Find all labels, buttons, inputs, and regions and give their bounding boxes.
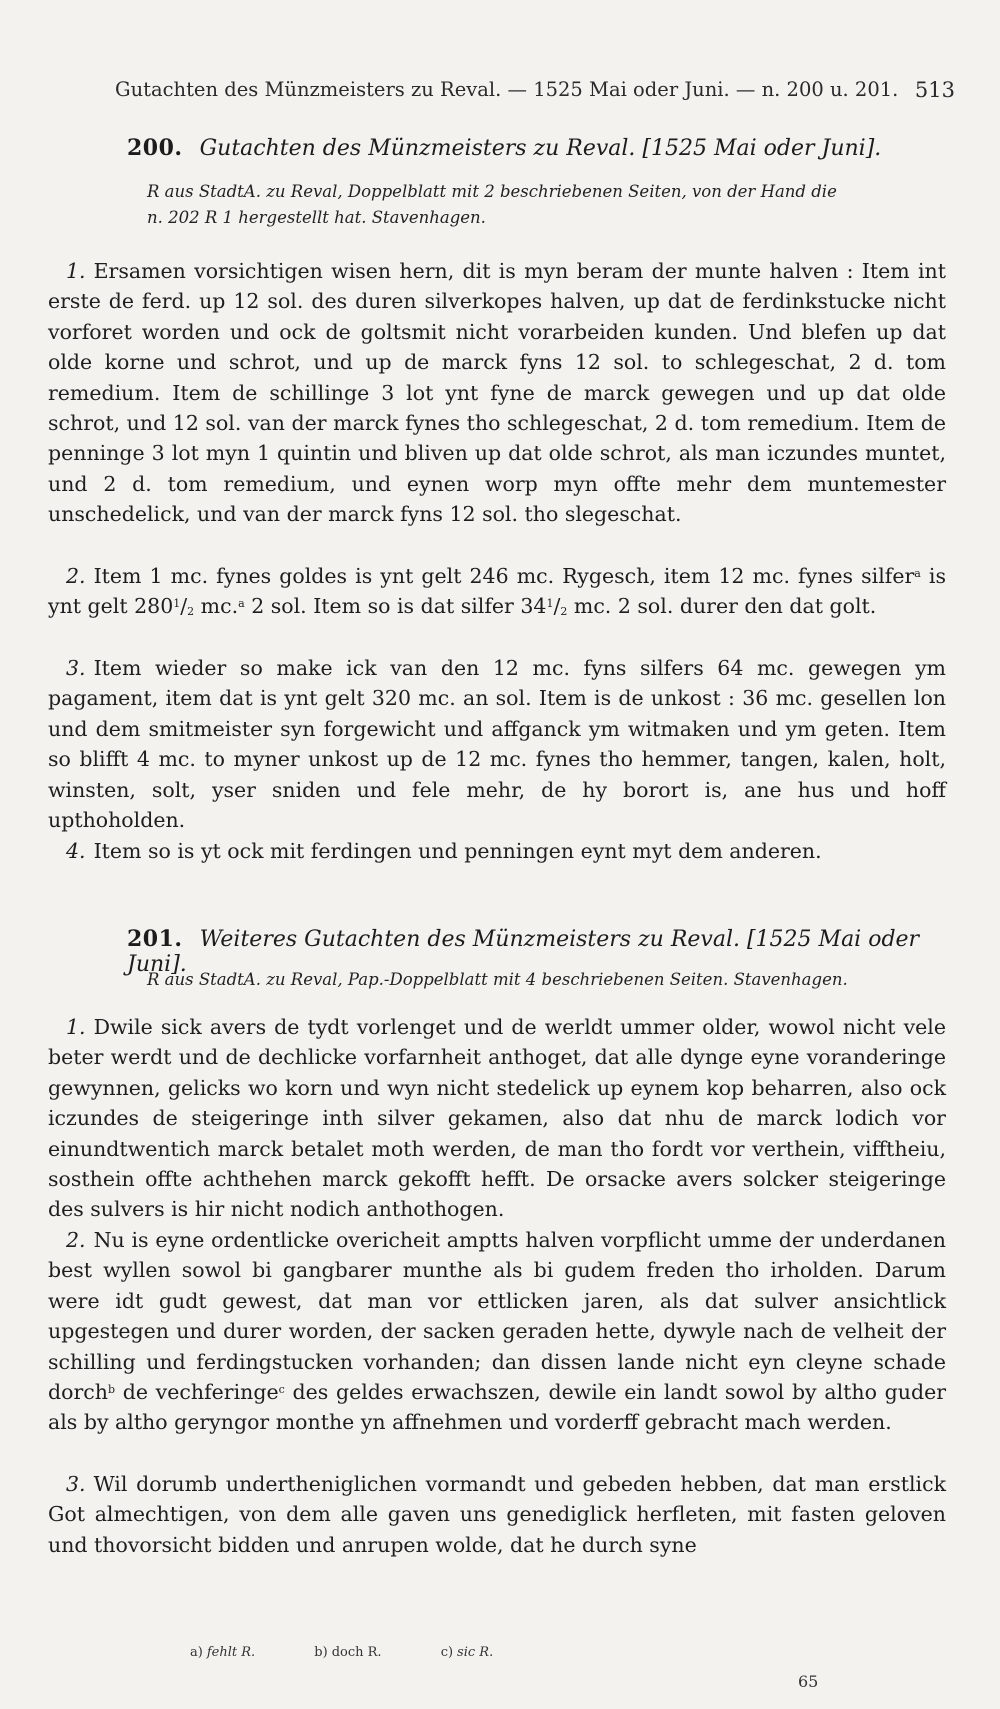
footnote-text: fehlt R. <box>206 1645 256 1660</box>
paragraph-text: Item 1 mc. fynes goldes is ynt gelt 246 mc. Rygesch, item 12 mc. fynes silfer <box>93 564 915 588</box>
footnote-ref-a: a <box>238 597 245 611</box>
footnote-a <box>190 1645 255 1660</box>
paragraph-number: 2. <box>66 564 86 588</box>
doc-200-source <box>147 179 947 231</box>
paragraph-text: Wil dorumb undertheniglichen vormandt und gebeden hebben, dat man erstlick Got almechtigen, von dem alle gaven uns genediglick herfleten, mit fasten geloven und thovorsicht bidden und anrupen wolde, dat he durch syne <box>48 1472 946 1557</box>
paragraph-text: Ersamen vorsichtigen wisen hern, dit is myn beram der munte halven : Item int erste de ferd. up 12 sol. des duren silverkopes halven, up dat de ferdinkstucke nicht vorforet worden und ock de goltsmit nicht vorarbeiden kunden. Und blefen up dat olde korne und schrot, und up de marck fyns 12 sol. to schlegeschat, 2 d. tom remedium. Item de schillinge 3 lot ynt fyne de marck gewegen und up dat olde schrot, und 12 sol. van der marck fynes tho schlegeschat, 2 d. tom remedium. Item de penninge 3 lot myn 1 quintin und bliven up dat olde schrot, als man iczundes muntet, und 2 d. tom remedium, und eynen worp myn offte mehr dem muntemester unschedelick, und van der marck fyns 12 sol. tho slegeschat. <box>48 259 946 527</box>
paragraph-text: mc. <box>194 594 239 619</box>
footnote-b <box>314 1645 381 1660</box>
running-title: Gutachten des Münzmeisters zu Reval. — 1525 Mai oder Juni. — n. 200 u. 201. <box>115 78 899 101</box>
signature-mark: 65 <box>798 1672 819 1691</box>
doc-200-paragraph-4 <box>48 836 946 866</box>
doc-201-source <box>147 967 967 993</box>
paragraph-number: 3. <box>66 1472 86 1496</box>
paragraph-number: 1. <box>66 259 86 283</box>
doc-200-paragraph-2: 2. Item 1 mc. fynes goldes is ynt gelt 246 mc. Rygesch, item 12 mc. fynes silfer$^a$ is ynt gelt $280^1/_2$ mc.$^a$ 2 sol. Item so is dat silfer $34^1/_2$ mc. 2 sol. durer den dat golt. <box>48 564 947 619</box>
paragraph-text: 2 sol. Item so is dat silfer 34 <box>244 594 547 619</box>
footnote-label: c) <box>440 1645 454 1660</box>
fraction-numerator: 1 <box>546 597 554 611</box>
doc-201-paragraph-2 <box>48 1225 946 1438</box>
doc-201-title: Weiteres Gutachten des Münzmeisters zu Reval. [1525 Mai oder Juni]. <box>127 927 920 977</box>
fraction-denominator: 2 <box>560 605 568 619</box>
page-number: 513 <box>914 78 955 102</box>
doc-200-source-line-1: R aus StadtA. zu Reval, Doppelblatt mit 2 beschriebenen Seiten, von der Hand die <box>147 182 837 201</box>
doc-201-source-line-1: R aus StadtA. zu Reval, Pap.-Doppelblatt mit 4 beschriebenen Seiten. Stavenhagen. <box>147 970 848 989</box>
fraction-denominator: 2 <box>187 605 195 619</box>
paragraph-text: de vechferinge <box>115 1380 279 1405</box>
footnote-text: sic R. <box>457 1645 494 1660</box>
doc-201-number: 201. <box>127 926 183 952</box>
footnote-ref-a: a <box>914 567 921 580</box>
paragraph-number: 1. <box>66 1015 86 1039</box>
doc-200-number: 200. <box>127 135 183 161</box>
footnote-ref-b: b <box>107 1383 115 1397</box>
paragraph-number: 3. <box>66 656 86 680</box>
footnotes <box>190 1645 790 1660</box>
doc-200-title: Gutachten des Münzmeisters zu Reval. [1525 Mai oder Juni]. <box>199 136 882 161</box>
doc-200-heading <box>127 135 977 161</box>
doc-200-source-line-2: n. 202 R 1 hergestellt hat. Stavenhagen. <box>147 208 486 227</box>
paragraph-text: Item wieder so make ick van den 12 mc. fyns silfers 64 mc. gewegen ym pagament, item dat is ynt gelt 320 mc. an sol. Item is de unkost : 36 mc. gesellen lon und dem smitmeister syn forgewicht und affganck ym witmaken und ym geten. Item so blifft 4 mc. to myner unkost up de 12 mc. fynes tho hemmer, tangen, kalen, holt, winsten, solt, yser sniden und fele mehr, de hy borort is, ane hus und hoff upthoholden. <box>48 656 946 833</box>
footnote-label: b) <box>314 1645 328 1660</box>
footnote-text: doch R. <box>331 1645 382 1660</box>
paragraph-text: Nu is eyne ordentlicke overicheit amptts halven vorpflicht umme der underdanen best wyllen sowol bi gangbarer munthe als bi gudem freden tho irholden. Darum were idt gudt gewest, dat man vor ettlicken jaren, als dat sulver ansichtlick upgestegen und durer worden, der sacken geraden hette, dywyle nach de velheit der schilling und ferdingstucken vorhanden; dan dissen lande nicht eyn cleyne schade dorch <box>48 1228 946 1405</box>
paragraph-number: 2. <box>66 1228 86 1252</box>
paragraph-text: mc. 2 sol. durer den dat golt. <box>567 594 877 619</box>
doc-200-paragraph-3 <box>48 653 946 835</box>
paragraph-number: 4. <box>66 839 86 863</box>
footnote-label: a) <box>190 1645 203 1660</box>
doc-201-paragraph-1 <box>48 1012 946 1225</box>
fraction-numerator: 1 <box>173 597 181 611</box>
doc-201-paragraph-3 <box>48 1469 946 1560</box>
paragraph-text: is ynt gelt 280 <box>48 564 947 619</box>
paragraph-text: des geldes erwachszen, dewile ein landt sowol by altho guder als by altho geryngor monthe yn affnehmen und vorderff gebracht mach werden. <box>48 1380 946 1435</box>
running-header <box>115 78 955 101</box>
paragraph-text: Item so is yt ock mit ferdingen und penningen eynt myt dem anderen. <box>93 839 822 863</box>
footnote-c <box>441 1645 494 1660</box>
paragraph-text: Dwile sick avers de tydt vorlenget und de werldt ummer older, wowol nicht vele beter werdt und de dechlicke vorfarnheit anthoget, dat alle dynge eyne voranderinge gewynnen, gelicks wo korn und wyn nicht stedelick up eynem kop beharren, also ock iczundes de steigeringe inth silver gekamen, also dat nhu de marck lodich vor einundtwentich marck betalet moth werden, de man tho fordt vor verthein, vifftheiu, sosthein offte achthehen marck gekofft hefft. De orsacke avers solcker steigeringe des sulvers is hir nicht nodich anthothogen. <box>48 1015 946 1222</box>
footnote-ref-c: c <box>278 1383 285 1397</box>
doc-200-paragraph-1 <box>48 256 946 530</box>
